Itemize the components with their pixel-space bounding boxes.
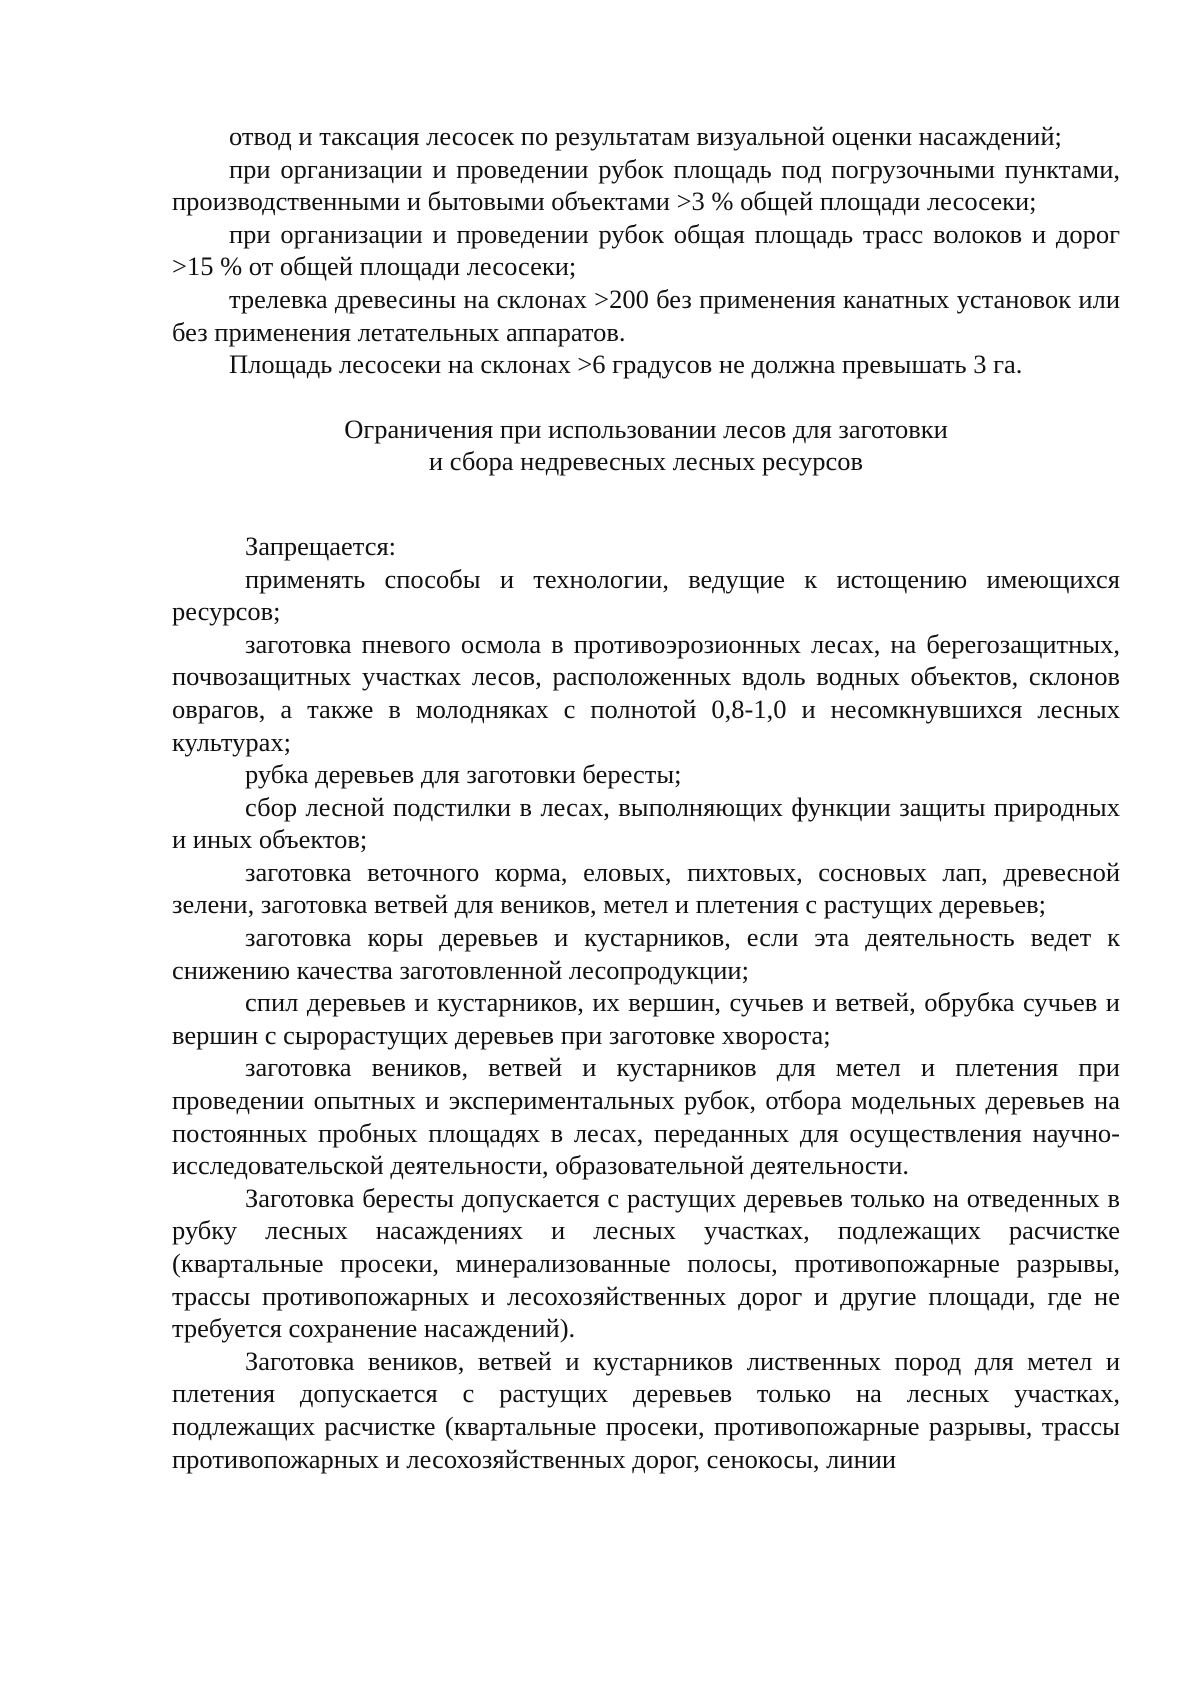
- document-page: [172, 120, 1120, 1475]
- paragraph: трелевка древесины на склонах >200 без применения канатных установок или без применения летательных аппаратов.: [172, 283, 1120, 347]
- paragraph: Заготовка бересты допускается с растущих деревьев только на отведенных в рубку лесных насаждениях и лесных участках, подлежащих расчистке (квартальные просеки, минерализованные полосы, противопожарные разрывы, трассы противопожарных и лесохозяйственных дорог и другие площади, где не требуется сохранение насаждений).: [172, 1182, 1120, 1344]
- section-heading-line: и сбора недревесных лесных ресурсов: [428, 446, 864, 477]
- paragraph: Площадь лесосеки на склонах >6 градусов не должна превышать 3 га.: [229, 349, 1023, 380]
- list-item: заготовка коры деревьев и кустарников, если эта деятельность ведет к снижению качества заготовленной лесопродукции;: [172, 922, 1120, 985]
- paragraph: при организации и проведении рубок общая площадь трасс волоков и дорог >15 % от общей площади лесосеки;: [172, 218, 1120, 282]
- list-item: заготовка пневого осмола в противоэрозионных лесах, на берегозащитных, почвозащитных участках лесов, расположенных вдоль водных объектов, склонов оврагов, а также в молодняках с полнотой 0,8-1,0 и несомкнувшихся лесных культурах;: [172, 628, 1120, 757]
- section-heading: [172, 413, 1120, 478]
- list-item: заготовка веточного корма, еловых, пихтовых, сосновых лап, древесной зелени, заготовка ветвей для веников, метел и плетения с растущих деревьев;: [172, 856, 1120, 920]
- paragraph: отвод и таксация лесосек по результатам визуальной оценки насаждений;: [229, 121, 1062, 151]
- list-item: сбор лесной подстилки в лесах, выполняющих функции защиты природных и иных объектов;: [172, 791, 1120, 855]
- list-item: заготовка веников, ветвей и кустарников для метел и плетения при проведении опытных и экспериментальных рубок, отбора модельных деревьев на постоянных пробных площадях в лесах, переданных для осуществления научно-исследовательской деятельности, образовательной деятельности.: [172, 1052, 1120, 1181]
- list-item: рубка деревьев для заготовки бересты;: [245, 759, 682, 790]
- section-heading-line: Ограничения при использовании лесов для заготовки: [344, 413, 948, 444]
- list-item: применять способы и технологии, ведущие к истощению имеющихся ресурсов;: [172, 563, 1120, 627]
- list-item: спил деревьев и кустарников, их вершин, сучьев и ветвей, обрубка сучьев и вершин с сырорастущих деревьев при заготовке хвороста;: [172, 987, 1120, 1050]
- prohibited-label: Запрещается:: [245, 530, 397, 561]
- paragraph: Заготовка веников, ветвей и кустарников лиственных пород для метел и плетения допускается с растущих деревьев только на лесных участках, подлежащих расчистке (квартальные просеки, противопожарные разрывы, трассы противопожарных и лесохозяйственных дорог, сенокосы, линии: [172, 1345, 1120, 1474]
- paragraph: при организации и проведении рубок площадь под погрузочными пунктами, производственными и бытовыми объектами >3 % общей площади лесосеки;: [172, 153, 1120, 217]
